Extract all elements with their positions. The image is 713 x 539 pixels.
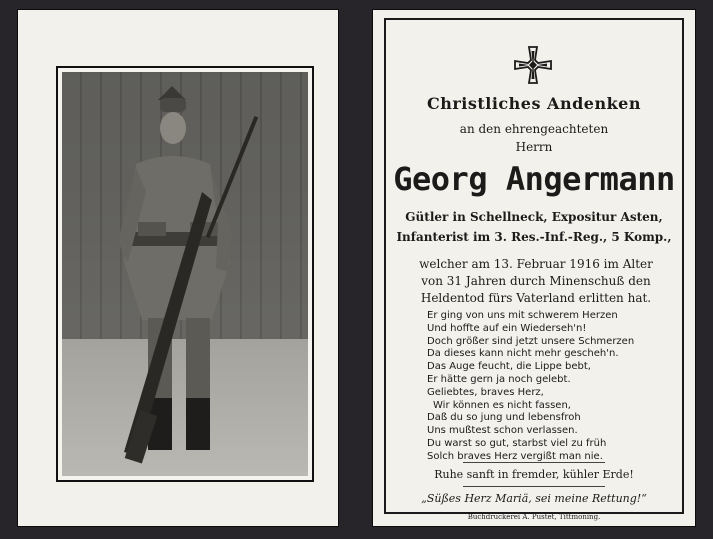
deceased-name: Georg Angermann [393,160,675,198]
memorial-poem [427,310,634,464]
rest-in-peace-line: Ruhe sanft in fremder, kühler Erde! [434,468,634,481]
portrait-card [18,10,338,526]
printer-credit: Buchdruckerei A. Pustet, Tittmoning. [467,513,601,521]
photo-frame [56,66,314,482]
iron-cross-icon [514,46,552,84]
regiment-line: Infanterist im 3. Res.-Inf.-Reg., 5 Komp., [396,230,672,244]
divider [463,462,605,463]
poem-line: Er ging von uns mit schwerem Herzen [427,310,618,321]
sacred-heart-line: „Süßes Herz Mariä, sei meine Rettung!“ [421,492,647,505]
poem-line: Und hoffte auf ein Wiederseh'n! [427,322,587,334]
soldier-photo [62,72,308,476]
memorial-herr: Herrn [515,140,553,154]
poem-line: Du warst so gut, starbst viel zu früh [427,437,607,449]
poem-line: Da dieses kann nicht mehr gescheh'n. [427,348,619,360]
occupation-line: Gütler in Schellneck, Expositur Asten, [405,210,663,224]
divider [463,486,605,487]
soldier-figure [62,72,308,476]
poem-line: Solch braves Herz vergißt man nie. [427,450,603,462]
poem-line: Doch größer sind jetzt unsere Schmerzen [427,335,635,347]
death-notice-line: welcher am 13. Februar 1916 im Alter [419,257,653,271]
memorial-text-card [373,10,695,526]
poem-line: Er hätte gern ja noch gelebt. [427,373,571,385]
poem-line: Das Auge feucht, die Lippe bebt, [427,361,591,373]
memorial-subtitle: an den ehrengeachteten [459,122,609,136]
poem-line: Daß du so jung und lebensfroh [427,412,581,424]
death-notice [399,256,673,307]
memorial-title: Christliches Andenken [426,94,641,113]
poem-line: Geliebtes, braves Herz, [427,386,544,398]
poem-line: Uns mußtest schon verlassen. [427,425,578,437]
poem-line: Wir können es nicht fassen, [433,399,571,411]
death-notice-line: Heldentod fürs Vaterland erlitten hat. [420,291,652,305]
death-notice-line: von 31 Jahren durch Minenschuß den [421,274,651,288]
